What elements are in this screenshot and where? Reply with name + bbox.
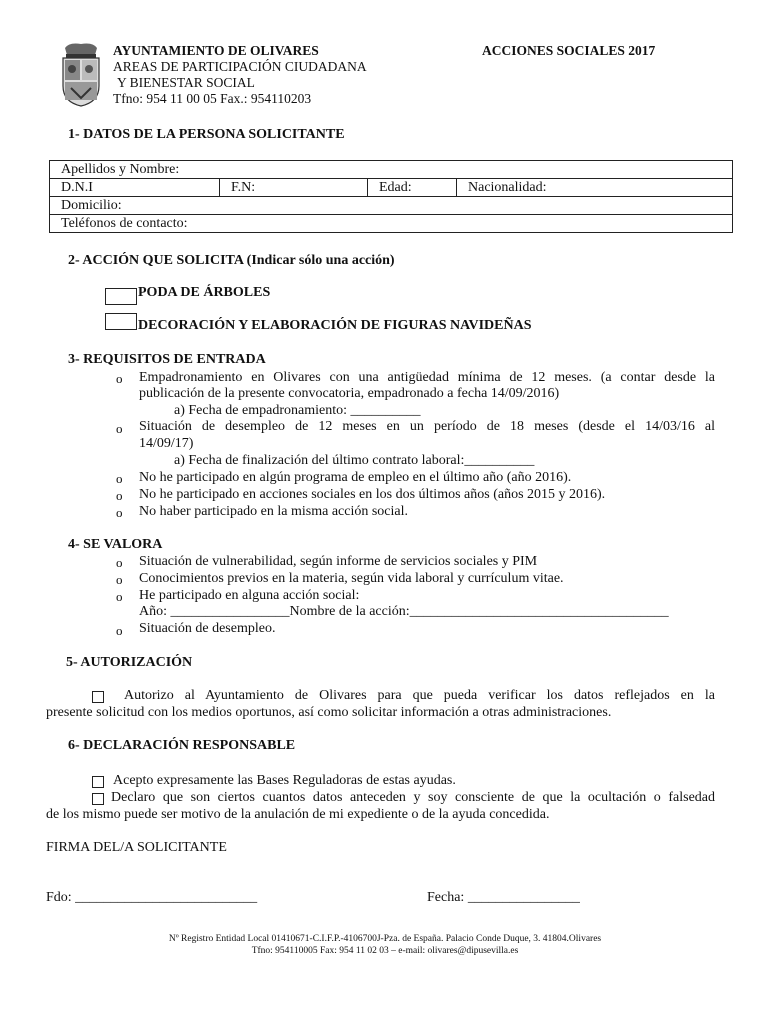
birthdate-field[interactable]: F.N: — [220, 179, 368, 197]
org-name: AYUNTAMIENTO DE OLIVARES — [113, 43, 319, 58]
age-field[interactable]: Edad: — [368, 179, 457, 197]
bullet-icon: o — [116, 555, 123, 570]
section-4-title: 4- SE VALORA — [68, 537, 163, 552]
applicant-data-table — [49, 160, 733, 233]
requirement-3: No he participado en algún programa de empleo en el último año (año 2016). — [139, 470, 572, 485]
header-contact: Tfno: 954 11 00 05 Fax.: 954110203 — [113, 91, 312, 106]
previous-action-fields[interactable]: Año: _________________Nombre de la acción:_____________________________________ — [139, 604, 669, 619]
name-field[interactable]: Apellidos y Nombre: — [50, 161, 733, 179]
bullet-icon: o — [116, 471, 123, 486]
declaration-line-3: de los mismo puede ser motivo de la anulación de mi expediente o de la ayuda concedida. — [46, 807, 550, 822]
declaration-line-2: Declaro que son ciertos cuantos datos anteceden y soy consciente de que la ocultación o falsedad — [111, 790, 715, 805]
date-field[interactable]: Fecha: ________________ — [427, 890, 580, 905]
last-contract-date-field[interactable]: a) Fecha de finalización del último contrato laboral:__________ — [174, 453, 535, 468]
section-6-title: 6- DECLARACIÓN RESPONSABLE — [68, 738, 296, 753]
table-row — [50, 179, 733, 197]
table-row — [50, 161, 733, 179]
address-field[interactable]: Domicilio: — [50, 197, 733, 215]
requirement-2-line-1: Situación de desempleo de 12 meses en un período de 18 meses (desde el 14/03/16 al — [139, 419, 715, 434]
footer-contact: Tfno: 954110005 Fax: 954 11 02 03 – e-mail: olivares@dipusevilla.es — [251, 946, 519, 956]
table-row — [50, 197, 733, 215]
bullet-icon: o — [116, 572, 123, 587]
signature-field[interactable]: Fdo: __________________________ — [46, 890, 258, 905]
municipal-crest-logo — [59, 42, 103, 108]
nationality-field[interactable]: Nacionalidad: — [457, 179, 733, 197]
phones-field[interactable]: Teléfonos de contacto: — [50, 215, 733, 233]
bullet-icon: o — [116, 623, 123, 638]
authorization-line-2: presente solicitud con los medios oportunos, así como solicitar información a otras administraciones. — [46, 705, 612, 720]
valued-item-1: Situación de vulnerabilidad, según informe de servicios sociales y PIM — [139, 554, 538, 569]
valued-item-3: He participado en alguna acción social: — [139, 588, 360, 603]
requirement-2-line-2: 14/09/17) — [139, 436, 194, 451]
checkbox-tree-pruning[interactable] — [105, 288, 137, 305]
checkbox-truthfulness[interactable] — [92, 793, 104, 805]
bullet-icon: o — [116, 488, 123, 503]
section-1-title: 1- DATOS DE LA PERSONA SOLICITANTE — [68, 127, 345, 142]
section-5-title: 5- AUTORIZACIÓN — [66, 655, 193, 670]
bullet-icon: o — [116, 505, 123, 520]
valued-item-2: Conocimientos previos en la materia, según vida laboral y currículum vitae. — [139, 571, 564, 586]
bullet-icon: o — [116, 421, 123, 436]
department-line-2: Y BIENESTAR SOCIAL — [117, 75, 255, 90]
valued-item-4: Situación de desempleo. — [139, 621, 276, 636]
requirement-1-line-1: Empadronamiento en Olivares con una antigüedad mínima de 12 meses. (a contar desde la — [139, 370, 715, 385]
checkbox-christmas-decoration[interactable] — [105, 313, 137, 330]
bullet-icon: o — [116, 589, 123, 604]
section-2-title: 2- ACCIÓN QUE SOLICITA (Indicar sólo una acción) — [68, 253, 395, 268]
footer-registry: Nº Registro Entidad Local 01410671-C.I.F.P.-4106700J-Pza. de España. Palacio Conde Duque, 3. 41804.Olivares — [168, 934, 602, 944]
option-christmas-decoration: DECORACIÓN Y ELABORACIÓN DE FIGURAS NAVIDEÑAS — [138, 318, 532, 333]
registration-date-field[interactable]: a) Fecha de empadronamiento: __________ — [174, 403, 421, 418]
form-title: ACCIONES SOCIALES 2017 — [482, 43, 656, 58]
section-3-title: 3- REQUISITOS DE ENTRADA — [68, 352, 266, 367]
requirement-4: No he participado en acciones sociales en los dos últimos años (años 2015 y 2016). — [139, 487, 606, 502]
department-line-1: AREAS DE PARTICIPACIÓN CIUDADANA — [113, 59, 367, 74]
authorization-line-1: Autorizo al Ayuntamiento de Olivares para que pueda verificar los datos reflejados en la — [124, 688, 715, 703]
checkbox-authorization[interactable] — [92, 691, 104, 703]
declaration-line-1: Acepto expresamente las Bases Reguladoras de estas ayudas. — [113, 773, 456, 788]
table-row — [50, 215, 733, 233]
signature-label: FIRMA DEL/A SOLICITANTE — [46, 840, 227, 855]
bullet-icon: o — [116, 371, 123, 386]
checkbox-accept-rules[interactable] — [92, 776, 104, 788]
dni-field[interactable]: D.N.I — [50, 179, 220, 197]
requirement-1-line-2: publicación de la presente convocatoria, empadronado a fecha 14/09/2016) — [139, 386, 560, 401]
option-tree-pruning: PODA DE ÁRBOLES — [138, 285, 271, 300]
requirement-5: No haber participado en la misma acción social. — [139, 504, 409, 519]
